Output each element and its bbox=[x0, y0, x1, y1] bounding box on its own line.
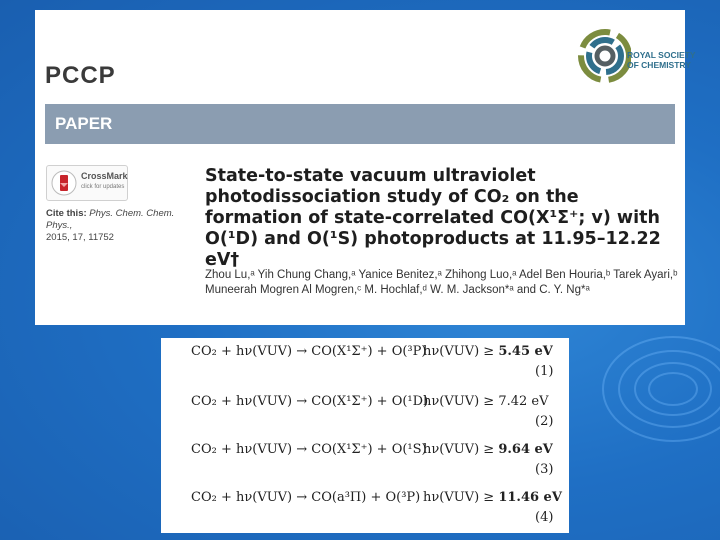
author-list: Zhou Lu,ᵃ Yih Chung Chang,ᵃ Yanice Benitez,ᵃ Zhihong Luo,ᵃ Adel Ben Houria,ᵇ Tarek Ayari,ᵇ Muneerah Mogren Al Mogren,ᶜ M. Hochlaf,ᵈ W. M. Jackson*ᵃ and C. Y. Ng*ᵃ bbox=[205, 269, 678, 296]
cite-journal: Phys. Chem. Chem. Phys., bbox=[46, 208, 175, 231]
equation-reaction: CO₂ + hν(VUV) → CO(X¹Σ⁺) + O(³P) bbox=[191, 344, 427, 359]
article-type-label: PAPER bbox=[55, 114, 113, 133]
threshold-value: 11.46 eV bbox=[498, 490, 562, 505]
equation-number: (1) bbox=[535, 364, 554, 379]
rsc-wordmark bbox=[627, 50, 697, 70]
equation-threshold bbox=[423, 394, 549, 409]
equation-threshold bbox=[423, 490, 562, 505]
crossmark-icon bbox=[51, 170, 77, 196]
threshold-lhs: hν(VUV) ≥ bbox=[423, 442, 495, 457]
equation-reaction: CO₂ + hν(VUV) → CO(a³Π) + O(³P) bbox=[191, 490, 421, 505]
cite-reference: 2015, 17, 11752 bbox=[46, 232, 114, 243]
crossmark-badge[interactable] bbox=[46, 165, 128, 201]
threshold-value: 5.45 eV bbox=[498, 344, 553, 359]
equations-panel bbox=[161, 338, 569, 533]
equation-reaction: CO₂ + hν(VUV) → CO(X¹Σ⁺) + O(¹D) bbox=[191, 394, 429, 409]
threshold-lhs: hν(VUV) ≥ bbox=[423, 344, 495, 359]
journal-name: PCCP bbox=[45, 62, 116, 89]
equation-number: (4) bbox=[535, 510, 554, 525]
threshold-lhs: hν(VUV) ≥ bbox=[423, 394, 495, 409]
paper-header-excerpt bbox=[35, 10, 696, 325]
royal-society-of-chemistry-logo bbox=[575, 16, 696, 90]
equation-threshold bbox=[423, 442, 553, 457]
equation-1 bbox=[161, 344, 569, 392]
equation-4 bbox=[161, 490, 569, 538]
article-type-bar bbox=[45, 104, 675, 144]
ripple-decoration bbox=[602, 336, 720, 442]
rsc-wordmark-line2: OF CHEMISTRY bbox=[627, 60, 691, 70]
threshold-value: 7.42 eV bbox=[498, 394, 549, 409]
equation-threshold bbox=[423, 344, 553, 359]
crossmark-name: CrossMark bbox=[81, 171, 128, 181]
equation-number: (2) bbox=[535, 414, 554, 429]
equation-reaction: CO₂ + hν(VUV) → CO(X¹Σ⁺) + O(¹S) bbox=[191, 442, 427, 457]
rsc-ring-icon bbox=[575, 16, 631, 90]
citation-info bbox=[46, 208, 196, 244]
equation-3 bbox=[161, 442, 569, 490]
crossmark-subtitle: click for updates bbox=[81, 184, 125, 190]
equation-2 bbox=[161, 394, 569, 442]
threshold-lhs: hν(VUV) ≥ bbox=[423, 490, 495, 505]
cite-prefix: Cite this: bbox=[46, 208, 87, 219]
rsc-wordmark-line1: ROYAL SOCIETY bbox=[627, 50, 696, 60]
equation-number: (3) bbox=[535, 462, 554, 477]
threshold-value: 9.64 eV bbox=[498, 442, 553, 457]
article-title: State-to-state vacuum ultraviolet photodissociation study of CO₂ on the formation of state-correlated CO(X¹Σ⁺; v) with O(¹D) and O(¹S) photoproducts at 11.95–12.22 eV† bbox=[205, 166, 661, 270]
